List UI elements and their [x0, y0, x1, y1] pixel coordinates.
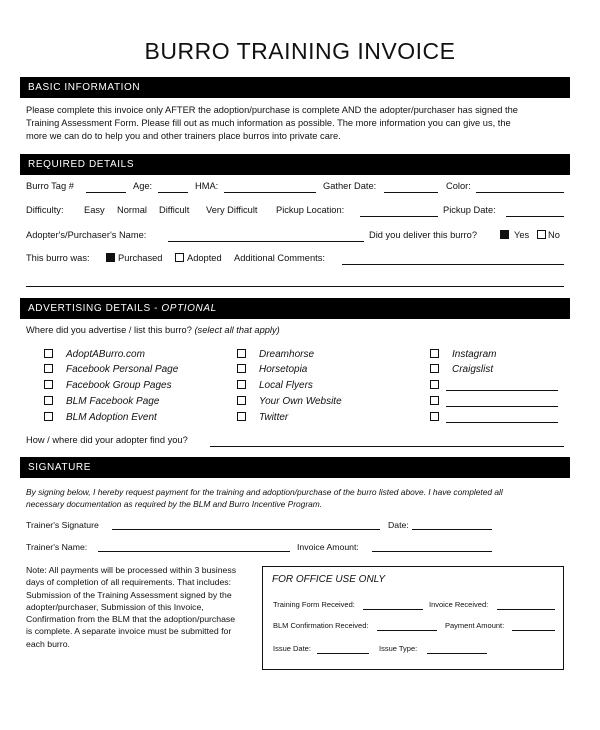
- adv-option-label: Facebook Personal Page: [66, 364, 179, 375]
- adopter-find-question: How / where did your adopter find you?: [26, 435, 188, 445]
- adv-checkbox[interactable]: [430, 412, 439, 421]
- purchased-label: Purchased: [118, 253, 163, 263]
- deliver-no-option[interactable]: [537, 230, 560, 240]
- adv-checkbox[interactable]: [430, 349, 439, 358]
- adv-option-label: Local Flyers: [259, 380, 313, 391]
- payment-amount-field[interactable]: [512, 630, 555, 631]
- adopter-name-label: Adopter's/Purchaser's Name:: [26, 230, 147, 240]
- adv-checkbox[interactable]: [44, 380, 53, 389]
- trainer-signature-label: Trainer's Signature: [26, 520, 99, 530]
- adopted-option[interactable]: [175, 253, 222, 263]
- adv-option-blm-facebook[interactable]: [44, 396, 159, 407]
- gather-date-field[interactable]: [384, 192, 438, 193]
- adv-option-dreamhorse[interactable]: [237, 349, 314, 360]
- note-line: adopter/purchaser, Submission of this Invoice,: [26, 601, 204, 612]
- hma-field[interactable]: [224, 192, 316, 193]
- adv-checkbox[interactable]: [237, 412, 246, 421]
- adv-checkbox[interactable]: [237, 396, 246, 405]
- adv-checkbox[interactable]: [44, 349, 53, 358]
- issue-date-label: Issue Date:: [273, 644, 311, 653]
- adv-option-label: Twitter: [259, 412, 289, 423]
- adv-option-local-flyers[interactable]: [237, 380, 313, 391]
- difficulty-label: Difficulty:: [26, 205, 64, 215]
- office-use-box: [262, 566, 564, 670]
- gather-date-label: Gather Date:: [323, 181, 377, 191]
- adv-option-adoptaburro[interactable]: [44, 349, 145, 360]
- adv-checkbox[interactable]: [44, 364, 53, 373]
- adopted-label: Adopted: [187, 253, 222, 263]
- adv-checkbox[interactable]: [44, 396, 53, 405]
- adv-checkbox[interactable]: [237, 349, 246, 358]
- color-field[interactable]: [476, 192, 564, 193]
- trainer-name-label: Trainer's Name:: [26, 542, 88, 552]
- issue-date-field[interactable]: [317, 653, 369, 654]
- invoice-title: BURRO TRAINING INVOICE: [144, 38, 456, 64]
- adv-option-other-1[interactable]: [430, 380, 446, 391]
- pickup-date-field[interactable]: [506, 216, 564, 217]
- adv-option-horsetopia[interactable]: [237, 364, 307, 375]
- note-line: each burro.: [26, 638, 70, 649]
- invoice-received-label: Invoice Received:: [429, 600, 489, 609]
- adv-checkbox[interactable]: [430, 396, 439, 405]
- adv-other-field-3[interactable]: [446, 422, 558, 423]
- pickup-location-label: Pickup Location:: [276, 205, 345, 215]
- signature-date-field[interactable]: [412, 529, 492, 530]
- adv-option-blm-adoption-event[interactable]: [44, 412, 157, 423]
- basic-instructions-line-3: more we can do to help you and other trainers place burros into private care.: [26, 131, 341, 141]
- additional-comments-field-2[interactable]: [26, 286, 564, 287]
- adv-checkbox[interactable]: [430, 380, 439, 389]
- invoice-received-field[interactable]: [497, 609, 555, 610]
- payment-amount-label: Payment Amount:: [445, 621, 505, 630]
- signature-statement-line-2: necessary documentation as required by the BLM and Burro Incentive Program.: [26, 499, 323, 509]
- adv-other-field-2[interactable]: [446, 406, 558, 407]
- deliver-question-label: Did you deliver this burro?: [369, 230, 477, 240]
- adv-option-label: Dreamhorse: [259, 349, 315, 360]
- blm-confirmation-label: BLM Confirmation Received:: [273, 621, 369, 630]
- no-label: No: [548, 230, 560, 240]
- adv-option-facebook-personal[interactable]: [44, 364, 178, 375]
- difficulty-option-normal[interactable]: Normal: [117, 205, 147, 215]
- pickup-date-label: Pickup Date:: [443, 205, 496, 215]
- adv-option-label: BLM Adoption Event: [66, 412, 157, 423]
- section-header-signature: SIGNATURE: [20, 457, 570, 478]
- difficulty-option-difficult[interactable]: Difficult: [159, 205, 190, 215]
- purchased-checkbox-checked[interactable]: [106, 253, 115, 262]
- invoice-amount-label: Invoice Amount:: [297, 542, 359, 552]
- difficulty-option-very-difficult[interactable]: Very Difficult: [206, 205, 258, 215]
- office-use-title: FOR OFFICE USE ONLY: [272, 574, 385, 585]
- hma-label: HMA:: [195, 181, 219, 191]
- this-burro-was-label: This burro was:: [26, 253, 90, 263]
- additional-comments-label: Additional Comments:: [234, 253, 325, 263]
- basic-instructions-line-1: Please complete this invoice only AFTER the adoption/purchase is complete AND the adopter/purchaser has signed the: [26, 105, 518, 115]
- additional-comments-field-1[interactable]: [342, 264, 564, 265]
- adv-option-twitter[interactable]: [237, 412, 288, 423]
- adv-other-field-1[interactable]: [446, 390, 558, 391]
- advertise-question: [26, 325, 280, 335]
- signature-date-label: Date:: [388, 520, 409, 530]
- no-checkbox[interactable]: [537, 230, 546, 239]
- adv-option-label: Horsetopia: [259, 364, 308, 375]
- advertise-question-text: Where did you advertise / list this burro?: [26, 325, 195, 335]
- pickup-location-field[interactable]: [360, 216, 438, 217]
- signature-statement-line-1: By signing below, I hereby request payment for the training and adoption/purchase of the burro listed above. I have completed all: [26, 487, 503, 497]
- issue-type-label: Issue Type:: [379, 644, 418, 653]
- advertising-optional-text: OPTIONAL: [161, 303, 217, 314]
- adv-option-craigslist[interactable]: [430, 364, 493, 375]
- adopter-name-field[interactable]: [168, 241, 364, 242]
- adv-checkbox[interactable]: [44, 412, 53, 421]
- trainer-signature-field[interactable]: [112, 529, 380, 530]
- age-field[interactable]: [158, 192, 188, 193]
- burro-tag-field[interactable]: [86, 192, 126, 193]
- adv-checkbox[interactable]: [237, 380, 246, 389]
- advertise-question-note: (select all that apply): [194, 325, 280, 335]
- adv-option-label: Your Own Website: [259, 396, 342, 407]
- yes-label: Yes: [514, 230, 530, 240]
- purchased-option[interactable]: [106, 253, 162, 263]
- adv-option-own-website[interactable]: [237, 396, 342, 407]
- section-header-required-details: REQUIRED DETAILS: [20, 154, 570, 175]
- adv-option-label: AdoptABurro.com: [66, 349, 145, 360]
- invoice-amount-field[interactable]: [372, 551, 492, 552]
- note-line: is complete. A separate invoice must be submitted for: [26, 626, 232, 637]
- adv-option-label: Instagram: [452, 349, 497, 360]
- difficulty-option-easy[interactable]: Easy: [84, 205, 105, 215]
- adv-checkbox[interactable]: [237, 364, 246, 373]
- yes-checkbox-checked[interactable]: [500, 230, 509, 239]
- burro-tag-label: Burro Tag #: [26, 181, 74, 191]
- adv-option-label: BLM Facebook Page: [66, 396, 160, 407]
- adopter-find-field[interactable]: [210, 446, 564, 447]
- adv-option-facebook-group[interactable]: [44, 380, 172, 391]
- age-label: Age:: [133, 181, 153, 191]
- section-header-advertising-details: [20, 298, 570, 319]
- training-form-received-field[interactable]: [363, 609, 423, 610]
- adv-checkbox[interactable]: [430, 364, 439, 373]
- adv-option-label: Facebook Group Pages: [66, 380, 172, 391]
- issue-type-field[interactable]: [427, 653, 487, 654]
- trainer-name-field[interactable]: [98, 551, 290, 552]
- basic-instructions-line-2: Training Assessment Form. Please fill out as much information as possible. The more information you can give us, the: [26, 118, 511, 128]
- advertising-header-text: ADVERTISING DETAILS -: [28, 303, 162, 314]
- note-line: Note: All payments will be processed within 3 business: [26, 565, 237, 575]
- blm-confirmation-field[interactable]: [377, 630, 437, 631]
- color-label: Color:: [446, 181, 471, 191]
- training-form-received-label: Training Form Received:: [273, 600, 355, 609]
- note-line: days of completion of all requirements. That includes:: [26, 577, 232, 588]
- adv-option-instagram[interactable]: [430, 349, 496, 360]
- section-header-basic-information: BASIC INFORMATION: [20, 77, 570, 98]
- note-line: Submission of the Training Assessment signed by the: [26, 589, 232, 600]
- deliver-yes-option[interactable]: [500, 230, 529, 240]
- adopted-checkbox[interactable]: [175, 253, 184, 262]
- note-line: Confirmation from the BLM that the adoption/purchase: [26, 614, 236, 625]
- payment-note: [26, 564, 251, 650]
- adv-option-label: Craigslist: [452, 364, 494, 375]
